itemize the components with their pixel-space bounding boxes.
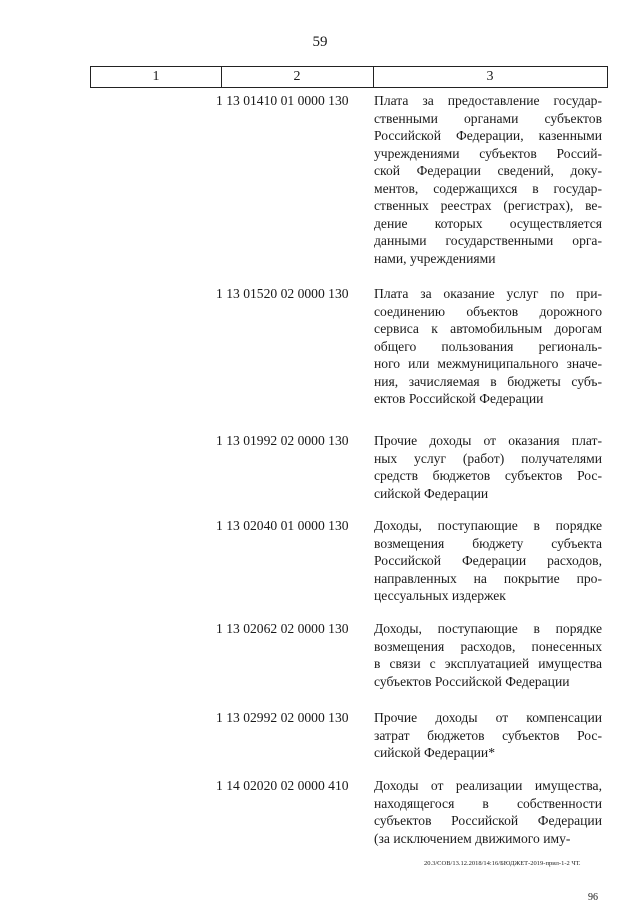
income-description (374, 620, 602, 690)
budget-code: 1 14 02020 02 0000 410 (216, 778, 349, 793)
description-line: ской Федерации сведений, доку- (374, 163, 602, 178)
description-line: сийской Федерации (374, 485, 489, 501)
description-line: находящегося в собственности (374, 795, 602, 811)
description-line: Доходы от реализации имущества, (374, 778, 602, 793)
description-line: ментов, содержащихся в государ- (374, 180, 602, 196)
income-description (374, 709, 602, 762)
description-line: Российской Федерации расходов, (374, 553, 602, 568)
description-line: возмещения бюджету субъекта (374, 535, 602, 551)
description-line: сервиса к автомобильным дорогам (374, 321, 602, 336)
description-line: Плата за оказание услуг по при- (374, 286, 602, 301)
description-line: цессуальных издержек (374, 588, 506, 603)
budget-code: 1 13 01520 02 0000 130 (216, 286, 349, 301)
header-col-3: 3 (486, 69, 494, 84)
description-line: в связи с эксплуатацией имущества (374, 656, 602, 671)
income-description (374, 517, 602, 605)
description-line: затрат бюджетов субъектов Рос- (374, 727, 602, 743)
description-line: данными государственными орга- (374, 233, 602, 248)
description-line: ного или межмуниципального значе- (374, 356, 602, 371)
income-description (374, 92, 602, 267)
income-description (374, 285, 602, 408)
description-line: Доходы, поступающие в порядке (374, 518, 602, 533)
description-line: дение которых осуществляется (374, 215, 602, 231)
description-line: направленных на покрытие про- (374, 570, 602, 586)
description-line: (за исключением движимого иму- (374, 830, 571, 846)
description-line: Российской Федерации, казенными (374, 128, 602, 143)
description-line: ния, зачисляемая в бюджеты субъ- (374, 373, 602, 389)
corner-mark: 96 (588, 892, 598, 903)
description-line: ных услуг (работ) получателями (374, 450, 602, 466)
budget-code: 1 13 01992 02 0000 130 (216, 433, 349, 448)
budget-code: 1 13 02040 01 0000 130 (216, 518, 349, 533)
description-line: субъектов Российской Федерации (374, 673, 570, 689)
footer-stamp: 20.3/СОВ/13.12.2018/14:16/БЮДЖЕТ-2019-прил-1-2 ЧТ. (424, 860, 581, 867)
description-line: субъектов Российской Федерации (374, 813, 602, 828)
description-line: ственных реестрах (регистрах), ве- (374, 198, 602, 213)
description-line: соединению объектов дорожного (374, 303, 602, 319)
description-line: Плата за предоставление государ- (374, 93, 602, 108)
description-line: ственными органами субъектов (374, 110, 602, 126)
budget-code: 1 13 02992 02 0000 130 (216, 710, 349, 725)
description-line: Доходы, поступающие в порядке (374, 621, 602, 636)
budget-code: 1 13 01410 01 0000 130 (216, 93, 349, 108)
income-description (374, 777, 602, 847)
description-line: учреждениями субъектов Россий- (374, 145, 602, 161)
description-line: нами, учреждениями (374, 250, 496, 266)
description-line: общего пользования региональ- (374, 338, 602, 354)
description-line: Прочие доходы от компенсации (374, 710, 602, 725)
header-col-1: 1 (91, 67, 222, 87)
income-description (374, 432, 602, 502)
header-col-2: 2 (221, 67, 374, 87)
description-line: сийской Федерации* (374, 745, 495, 760)
page-number: 59 (312, 34, 328, 50)
description-line: ектов Российской Федерации (374, 391, 544, 406)
description-line: средств бюджетов субъектов Рос- (374, 468, 602, 483)
budget-code: 1 13 02062 02 0000 130 (216, 621, 349, 636)
table-header (90, 66, 608, 88)
description-line: возмещения расходов, понесенных (374, 638, 602, 654)
description-line: Прочие доходы от оказания плат- (374, 433, 602, 448)
